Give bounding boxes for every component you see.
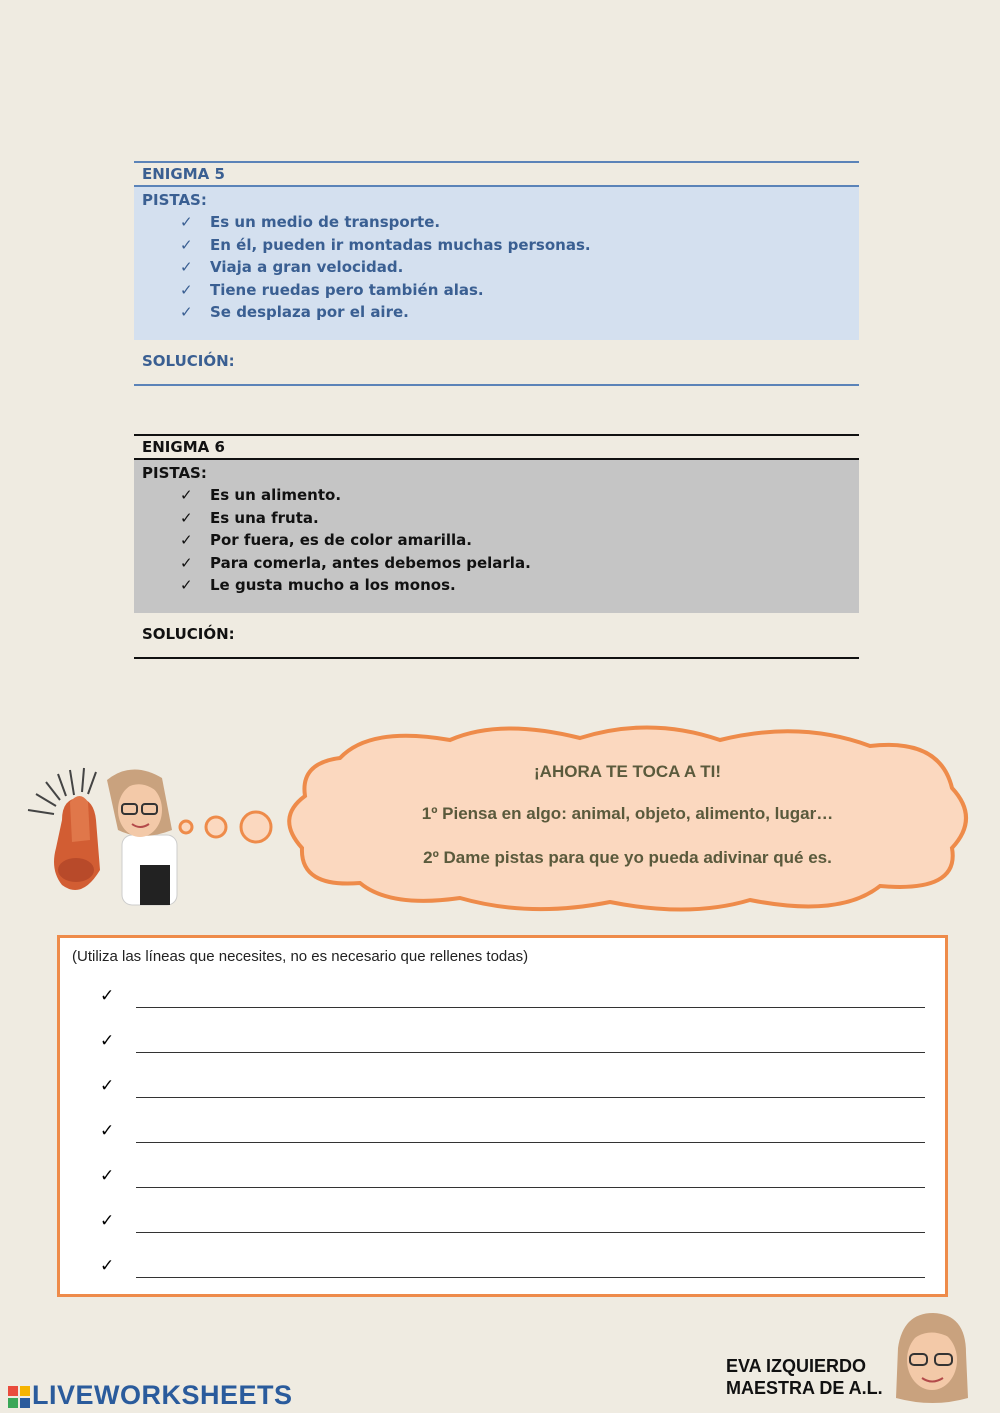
clue-item: ✓ Por fuera, es de color amarilla.	[180, 529, 859, 552]
cloud-title: ¡AHORA TE TOCA A TI!	[534, 762, 721, 781]
logo-badge-icon	[8, 1386, 30, 1408]
answer-line[interactable]	[100, 1121, 925, 1145]
answer-lines-box	[57, 935, 948, 1297]
clue-item: ✓ Se desplaza por el aire.	[180, 301, 859, 324]
enigma-5-title: ENIGMA 5	[134, 161, 859, 187]
clue-item: ✓ Viaja a gran velocidad.	[180, 256, 859, 279]
enigma-6-pistas-label: PISTAS:	[142, 464, 207, 482]
author-name: EVA IZQUIERDO	[726, 1356, 867, 1376]
liveworksheets-logo[interactable]	[8, 1380, 293, 1411]
clue-item: ✓ Es un alimento.	[180, 484, 859, 507]
enigma-5-clue-list	[142, 211, 859, 324]
check-icon: ✓	[180, 303, 193, 321]
answer-line[interactable]	[100, 986, 925, 1010]
answer-line[interactable]	[100, 1076, 925, 1100]
clue-item: ✓ Tiene ruedas pero también alas.	[180, 279, 859, 302]
answer-line[interactable]	[100, 1031, 925, 1055]
thought-cloud	[280, 718, 975, 918]
cloud-step-2: 2º Dame pistas para que yo pueda adivinar qué es.	[423, 848, 832, 867]
enigma-5-solution-field[interactable]	[134, 340, 859, 386]
answer-underline	[136, 1052, 925, 1053]
enigma-5-pistas-label: PISTAS:	[142, 191, 207, 209]
teacher-avatar-pointing	[22, 760, 192, 910]
check-icon: ✓	[100, 1166, 115, 1185]
check-icon: ✓	[100, 1256, 115, 1275]
enigma-6-clue-list	[142, 484, 859, 597]
enigma-6	[134, 434, 859, 659]
check-icon: ✓	[180, 576, 193, 594]
answer-line[interactable]	[100, 1256, 925, 1280]
answer-underline	[136, 1007, 925, 1008]
check-icon: ✓	[180, 508, 193, 527]
check-icon: ✓	[180, 258, 193, 276]
check-icon: ✓	[180, 280, 193, 299]
check-icon: ✓	[180, 531, 193, 549]
check-icon: ✓	[100, 1076, 115, 1095]
cloud-step-1: 1º Piensa en algo: animal, objeto, alimento, lugar…	[421, 804, 834, 823]
author-avatar	[888, 1308, 973, 1408]
enigma-6-clues-panel	[134, 460, 859, 613]
clue-item: ✓ Para comerla, antes debemos pelarla.	[180, 552, 859, 575]
enigma-6-title: ENIGMA 6	[134, 434, 859, 460]
answer-underline	[136, 1187, 925, 1188]
check-icon: ✓	[100, 1031, 115, 1050]
clue-item: ✓ En él, pueden ir montadas muchas personas.	[180, 234, 859, 257]
answer-underline	[136, 1097, 925, 1098]
check-icon: ✓	[100, 1121, 115, 1140]
answer-line[interactable]	[100, 1166, 925, 1190]
author-credit	[726, 1355, 883, 1399]
check-icon: ✓	[180, 213, 193, 231]
enigma-5-clues-panel	[134, 187, 859, 340]
answer-underline	[136, 1277, 925, 1278]
check-icon: ✓	[180, 553, 193, 572]
check-icon: ✓	[180, 486, 193, 504]
answer-underline	[136, 1142, 925, 1143]
answer-underline	[136, 1232, 925, 1233]
thought-bubbles-icon	[176, 805, 286, 849]
check-icon: ✓	[100, 1211, 115, 1230]
clue-item: ✓ Es una fruta.	[180, 507, 859, 530]
author-role: MAESTRA DE A.L.	[726, 1378, 883, 1398]
answer-line[interactable]	[100, 1211, 925, 1235]
check-icon: ✓	[100, 986, 115, 1005]
enigma-6-solution-field[interactable]	[134, 613, 859, 659]
enigma-5	[134, 161, 859, 386]
enigma-5-solution-label: SOLUCIÓN:	[142, 351, 235, 370]
enigma-6-solution-label: SOLUCIÓN:	[142, 624, 235, 643]
clue-item: ✓ Es un medio de transporte.	[180, 211, 859, 234]
clue-item: ✓ Le gusta mucho a los monos.	[180, 574, 859, 597]
answer-box-note: (Utiliza las líneas que necesites, no es necesario que rellenes todas)	[72, 948, 529, 965]
check-icon: ✓	[180, 235, 193, 254]
logo-text: LIVEWORKSHEETS	[32, 1380, 293, 1410]
